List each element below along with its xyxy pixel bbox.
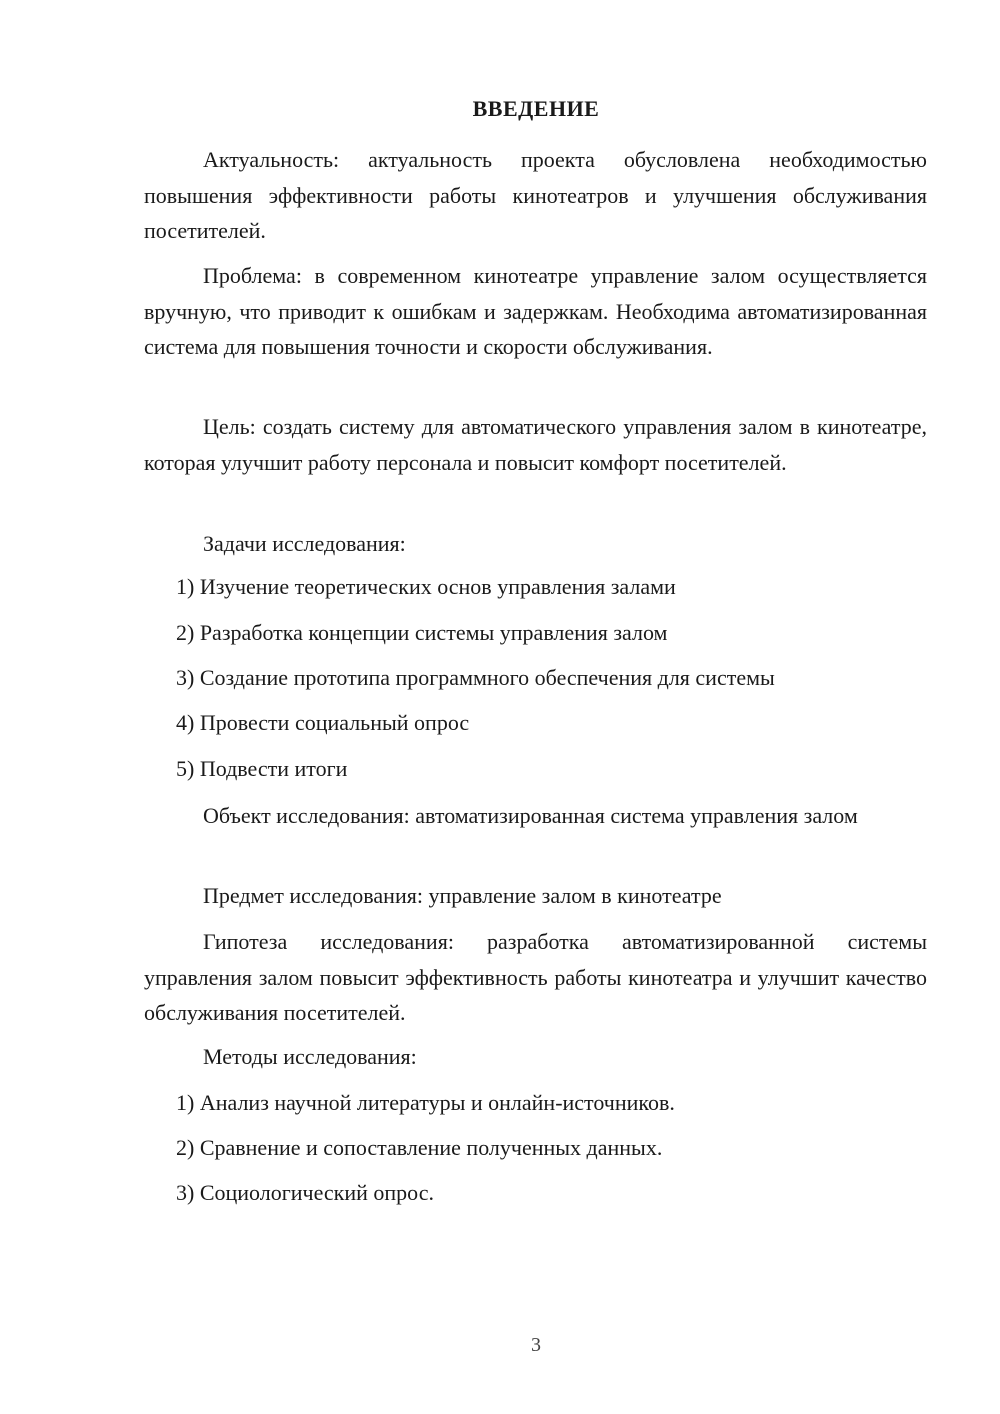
method-item: 2) Сравнение и сопоставление полученных данных.	[176, 1135, 663, 1160]
methods-heading-block	[144, 1039, 927, 1075]
problem-block	[144, 258, 927, 365]
subject-paragraph: Предмет исследования: управление залом в кинотеатре	[203, 883, 722, 908]
task-item: 5) Подвести итоги	[176, 756, 348, 781]
subject-block	[144, 878, 927, 914]
goal-block	[144, 409, 927, 480]
object-block	[144, 798, 927, 834]
task-item: 4) Провести социальный опрос	[176, 710, 470, 735]
goal-paragraph: Цель: создать систему для автоматического управления залом в кинотеатре, которая улучшит работу персонала и повысит комфорт посетителей.	[144, 414, 927, 475]
tasks-heading: Задачи исследования:	[203, 531, 406, 556]
methods-heading: Методы исследования:	[203, 1044, 417, 1069]
method-item: 1) Анализ научной литературы и онлайн-источников.	[176, 1090, 675, 1115]
tasks-heading-block	[144, 526, 927, 562]
task-item: 2) Разработка концепции системы управления залом	[176, 620, 668, 645]
object-paragraph: Объект исследования: автоматизированная система управления залом	[203, 803, 858, 828]
hypothesis-paragraph: Гипотеза исследования: разработка автоматизированной системы управления залом повысит эффективность работы кинотеатра и улучшит качество обслуживания посетителей.	[144, 929, 927, 1025]
task-item: 1) Изучение теоретических основ управления залами	[176, 574, 676, 599]
page-number: 3	[531, 1334, 541, 1356]
actuality-paragraph: Актуальность: актуальность проекта обусловлена необходимостью повышения эффективности работы кинотеатров и улучшения обслуживания посетителей.	[144, 147, 927, 243]
task-item: 3) Создание прототипа программного обеспечения для системы	[176, 665, 775, 690]
problem-paragraph: Проблема: в современном кинотеатре управление залом осуществляется вручную, что приводит к ошибкам и задержкам. Необходима автоматизированная система для повышения точности и скорости обслуживания.	[144, 263, 927, 359]
page-title: ВВЕДЕНИЕ	[472, 96, 600, 121]
hypothesis-block	[144, 924, 927, 1031]
actuality-block	[144, 142, 927, 249]
method-item: 3) Социологический опрос.	[176, 1180, 434, 1205]
